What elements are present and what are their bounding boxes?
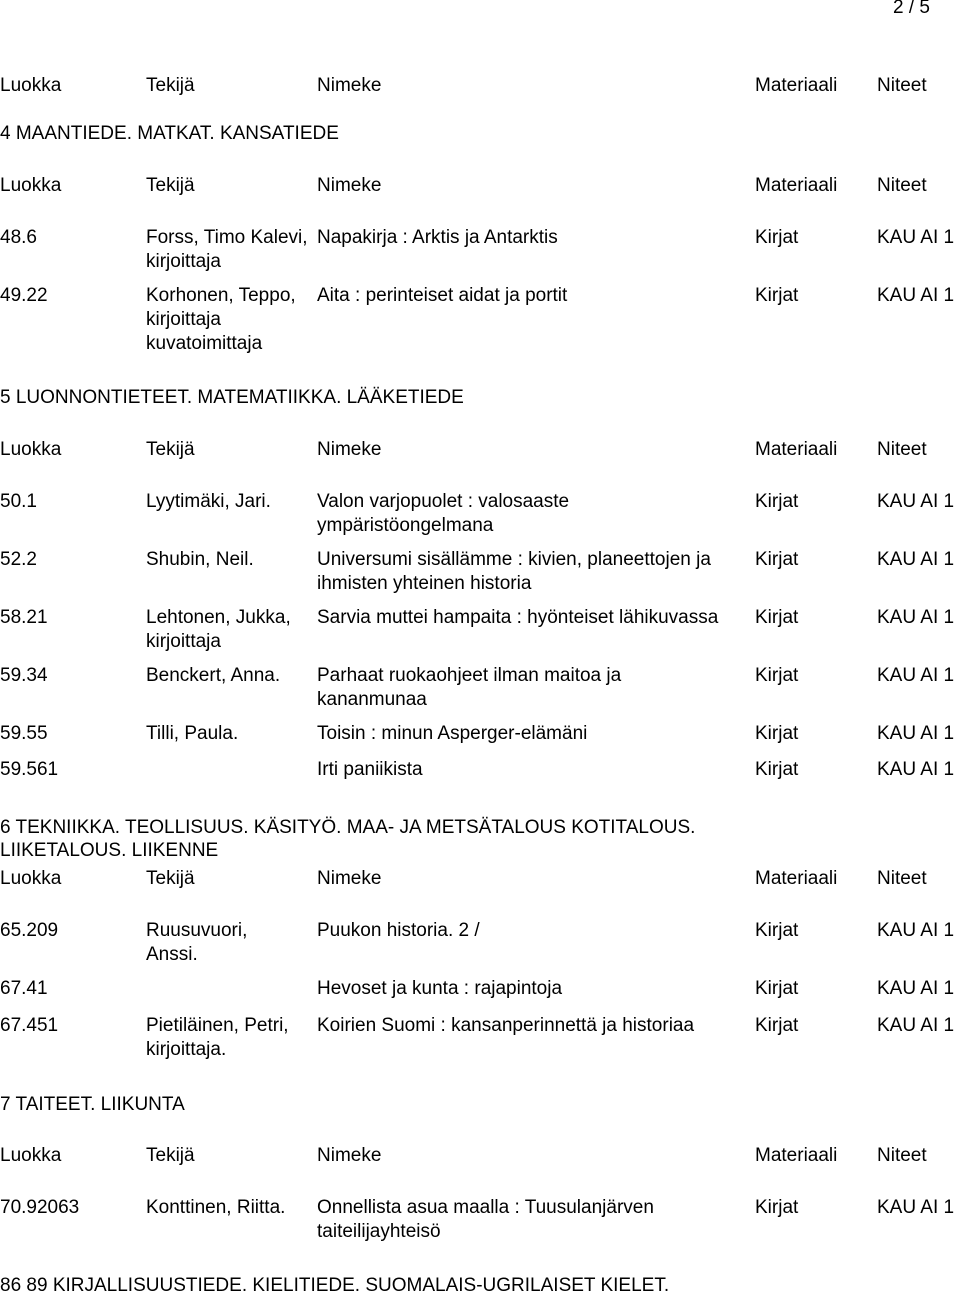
cell-materiaali: Kirjat: [755, 665, 799, 686]
cell-luokka: 59.34: [0, 665, 48, 686]
cell-nimeke: Irti paniikista: [317, 759, 423, 780]
cell-luokka: 49.22: [0, 285, 48, 306]
cell-materiaali: Kirjat: [755, 759, 799, 780]
cell-materiaali: Kirjat: [755, 978, 799, 999]
cell-luokka: 65.209: [0, 920, 59, 941]
cell-tekija: Lyytimäki, Jari.: [146, 491, 271, 512]
cell-nimeke: Toisin : minun Asperger-elämäni: [317, 723, 588, 744]
cell-niteet: KAU AI 1: [877, 607, 955, 628]
cell-materiaali: Kirjat: [755, 920, 799, 941]
cell-luokka: 58.21: [0, 607, 48, 628]
cell-niteet: KAU AI 1: [877, 227, 955, 248]
header-niteet: Niteet: [877, 868, 927, 889]
cell-tekija: Tilli, Paula.: [146, 723, 239, 744]
cell-luokka: 59.55: [0, 723, 48, 744]
header-niteet: Niteet: [877, 439, 927, 460]
cell-nimeke: Puukon historia. 2 /: [317, 920, 480, 941]
cell-materiaali: Kirjat: [755, 549, 799, 570]
section-title: 6 TEKNIIKKA. TEOLLISUUS. KÄSITYÖ. MAA- JA METSÄTALOUS KOTITALOUS.: [0, 817, 696, 838]
cell-tekija: Pietiläinen, Petri, kirjoittaja.: [146, 1015, 289, 1060]
cell-luokka: 70.92063: [0, 1197, 80, 1218]
header-luokka: Luokka: [0, 175, 62, 196]
cell-materiaali: Kirjat: [755, 1015, 799, 1036]
cell-tekija: Shubin, Neil.: [146, 549, 254, 570]
cell-niteet: KAU AI 1: [877, 491, 955, 512]
header-nimeke: Nimeke: [317, 868, 382, 889]
cell-materiaali: Kirjat: [755, 723, 799, 744]
header-materiaali: Materiaali: [755, 1145, 838, 1166]
cell-luokka: 67.451: [0, 1015, 59, 1036]
header-materiaali: Materiaali: [755, 439, 838, 460]
header-luokka: Luokka: [0, 1145, 62, 1166]
cell-materiaali: Kirjat: [755, 285, 799, 306]
header-luokka: Luokka: [0, 75, 62, 96]
cell-materiaali: Kirjat: [755, 607, 799, 628]
header-niteet: Niteet: [877, 175, 927, 196]
header-nimeke: Nimeke: [317, 175, 382, 196]
cell-nimeke: Napakirja : Arktis ja Antarktis: [317, 227, 558, 248]
cell-nimeke: Parhaat ruokaohjeet ilman maitoa ja kananmunaa: [317, 665, 622, 710]
section-title: 7 TAITEET. LIIKUNTA: [0, 1094, 185, 1115]
cell-niteet: KAU AI 1: [877, 759, 955, 780]
header-luokka: Luokka: [0, 439, 62, 460]
header-nimeke: Nimeke: [317, 75, 382, 96]
cell-tekija: Konttinen, Riitta.: [146, 1197, 286, 1218]
section-title: 86 89 KIRJALLISUUSTIEDE. KIELITIEDE. SUOMALAIS-UGRILAISET KIELET.: [0, 1275, 670, 1296]
cell-niteet: KAU AI 1: [877, 285, 955, 306]
cell-niteet: KAU AI 1: [877, 665, 955, 686]
header-nimeke: Nimeke: [317, 1145, 382, 1166]
page-number: 2 / 5: [893, 0, 930, 18]
header-materiaali: Materiaali: [755, 868, 838, 889]
cell-niteet: KAU AI 1: [877, 1015, 955, 1036]
cell-niteet: KAU AI 1: [877, 920, 955, 941]
cell-niteet: KAU AI 1: [877, 723, 955, 744]
header-materiaali: Materiaali: [755, 175, 838, 196]
header-tekija: Tekijä: [146, 439, 195, 460]
cell-nimeke: Koirien Suomi : kansanperinnettä ja historiaa: [317, 1015, 695, 1036]
cell-luokka: 59.561: [0, 759, 59, 780]
header-tekija: Tekijä: [146, 868, 195, 889]
header-niteet: Niteet: [877, 75, 927, 96]
section-title: 5 LUONNONTIETEET. MATEMATIIKKA. LÄÄKETIEDE: [0, 387, 464, 408]
section-title-line2: LIIKETALOUS. LIIKENNE: [0, 840, 219, 861]
header-niteet: Niteet: [877, 1145, 927, 1166]
cell-luokka: 67.41: [0, 978, 48, 999]
cell-nimeke: Valon varjopuolet : valosaaste ympäristöongelmana: [317, 491, 570, 536]
cell-niteet: KAU AI 1: [877, 1197, 955, 1218]
cell-nimeke: Hevoset ja kunta : rajapintoja: [317, 978, 563, 999]
header-tekija: Tekijä: [146, 175, 195, 196]
cell-materiaali: Kirjat: [755, 227, 799, 248]
cell-niteet: KAU AI 1: [877, 549, 955, 570]
cell-niteet: KAU AI 1: [877, 978, 955, 999]
cell-materiaali: Kirjat: [755, 1197, 799, 1218]
cell-nimeke: Universumi sisällämme : kivien, planeettojen ja ihmisten yhteinen historia: [317, 549, 711, 594]
cell-tekija: Korhonen, Teppo, kirjoittaja kuvatoimittaja: [146, 285, 296, 354]
header-materiaali: Materiaali: [755, 75, 838, 96]
section-title: 4 MAANTIEDE. MATKAT. KANSATIEDE: [0, 123, 339, 144]
cell-materiaali: Kirjat: [755, 491, 799, 512]
cell-luokka: 48.6: [0, 227, 37, 248]
header-tekija: Tekijä: [146, 1145, 195, 1166]
cell-tekija: Forss, Timo Kalevi, kirjoittaja: [146, 227, 308, 272]
header-nimeke: Nimeke: [317, 439, 382, 460]
cell-nimeke: Sarvia muttei hampaita : hyönteiset lähikuvassa: [317, 607, 719, 628]
header-luokka: Luokka: [0, 868, 62, 889]
cell-luokka: 52.2: [0, 549, 37, 570]
cell-nimeke: Onnellista asua maalla : Tuusulanjärven taiteilijayhteisö: [317, 1197, 654, 1242]
cell-tekija: Ruusuvuori, Anssi.: [146, 920, 248, 965]
cell-luokka: 50.1: [0, 491, 37, 512]
header-tekija: Tekijä: [146, 75, 195, 96]
cell-nimeke: Aita : perinteiset aidat ja portit: [317, 285, 568, 306]
cell-tekija: Lehtonen, Jukka, kirjoittaja: [146, 607, 291, 652]
cell-tekija: Benckert, Anna.: [146, 665, 281, 686]
